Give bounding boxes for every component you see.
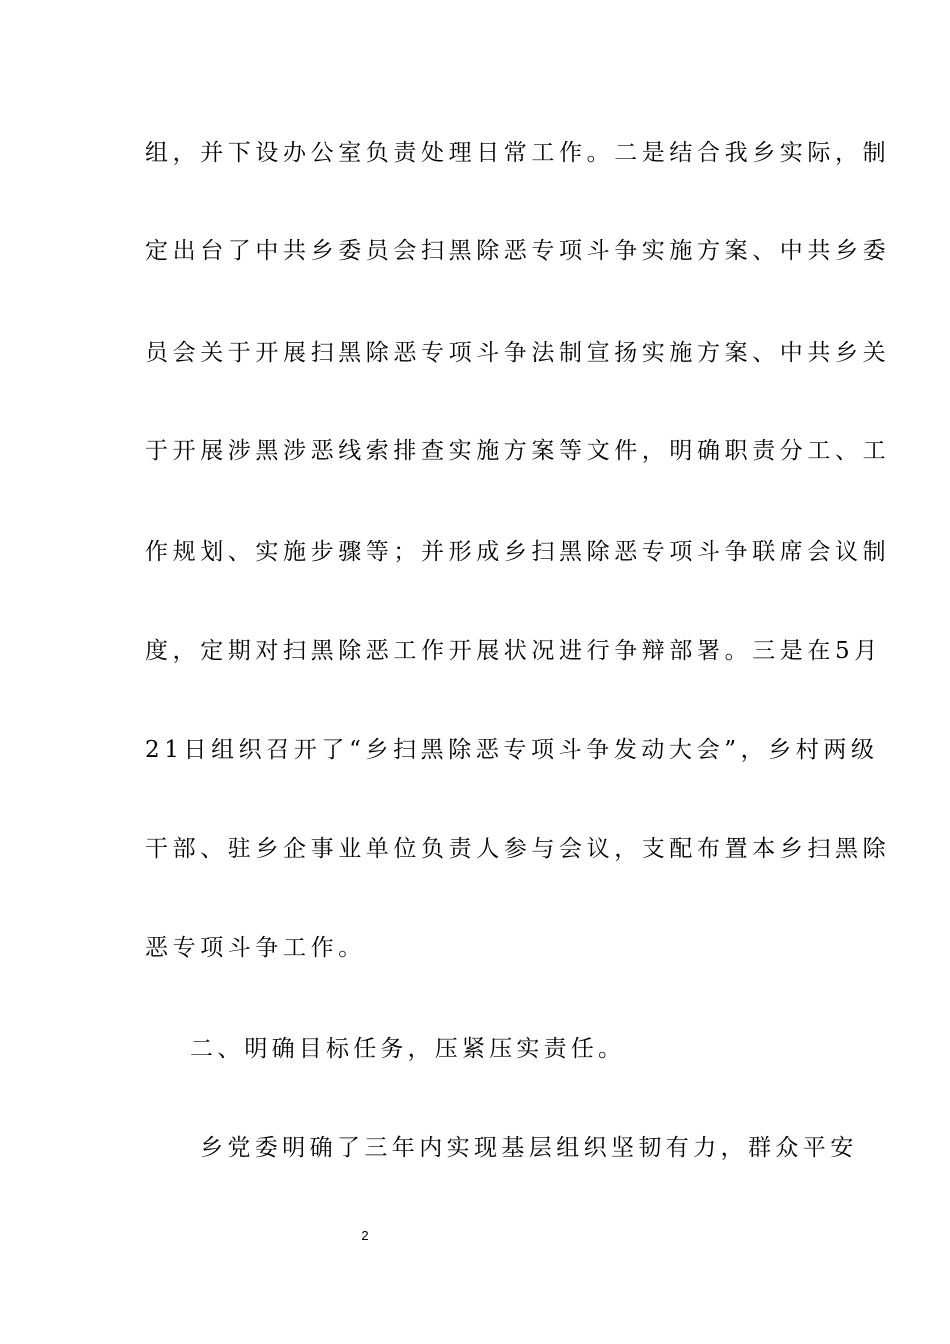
body-text-line: 定出台了中共乡委员会扫黑除恶专项斗争实施方案、中共乡委 — [145, 238, 891, 264]
body-text-line: 员会关于开展扫黑除恶专项斗争法制宣扬实施方案、中共乡关 — [145, 340, 891, 366]
body-text-line: 作规划、实施步骤等；并形成乡扫黑除恶专项斗争联席会议制 — [145, 539, 891, 565]
body-text-line: 恶专项斗争工作。 — [145, 935, 366, 961]
body-text-line: 于开展涉黑涉恶线索排查实施方案等文件，明确职责分工、工 — [145, 438, 891, 464]
section-heading: 二、明确目标任务，压紧压实责任。 — [190, 1036, 626, 1062]
page-number: 2 — [361, 1228, 369, 1243]
body-text-line: 度，定期对扫黑除恶工作开展状况进行争辩部署。三是在5月 — [145, 638, 882, 664]
paragraph-first-line: 乡党委明确了三年内实现基层组织坚韧有力，群众平安 — [200, 1135, 858, 1161]
body-text-line: 干部、驻乡企事业单位负责人参与会议，支配布置本乡扫黑除 — [145, 836, 891, 862]
body-text-line: 21日组织召开了“乡扫黑除恶专项斗争发动大会”，乡村两级 — [145, 737, 879, 763]
body-text-line: 组，并下设办公室负责处理日常工作。二是结合我乡实际，制 — [145, 140, 891, 166]
